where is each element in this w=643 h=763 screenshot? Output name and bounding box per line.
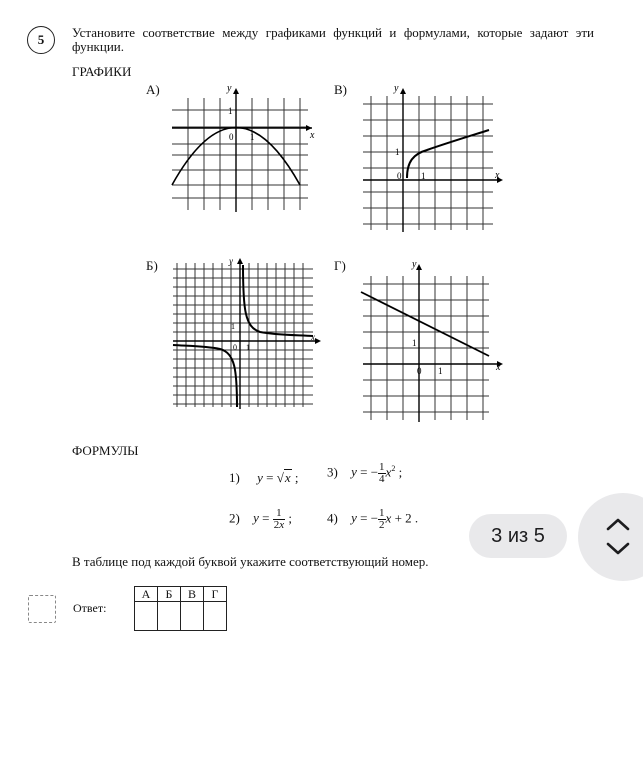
formula-3: 3) y = − $\frac{1}{4}$ $x^2$ ; (327, 461, 403, 485)
answer-cell-b[interactable] (158, 602, 181, 631)
y-axis-arrow-icon (237, 258, 243, 264)
one-x-label: 1 (250, 132, 255, 142)
answer-table (134, 586, 227, 631)
formula-1: 1) y = √x ; (229, 470, 299, 485)
y-axis-arrow-icon (400, 88, 406, 94)
y-axis-arrow-icon (233, 88, 239, 94)
graph-label-a: А) (146, 82, 160, 97)
one-y-label: 1 (228, 106, 233, 116)
one-x-label: 1 (438, 366, 443, 376)
formula-4: 4) y = − $\frac{1}{2}$ x + 2 . (327, 507, 419, 531)
one-y-label: 1 (395, 147, 400, 157)
page-indicator: 3 из 5 (469, 514, 567, 558)
x-label: x (311, 332, 315, 342)
graph-v (355, 82, 515, 237)
graph-g (355, 258, 515, 428)
answer-col-b: Б (158, 587, 181, 602)
formula-4-num: 4) (327, 510, 338, 526)
y-axis-arrow-icon (416, 264, 422, 270)
answer-cell-v[interactable] (181, 602, 204, 631)
graph-label-v: В) (334, 82, 347, 97)
chevron-down-icon[interactable] (608, 544, 628, 553)
formula-1-num: 1) (229, 470, 240, 485)
formula-2: 2) y = $\frac{1}{2x}$ ; (229, 507, 292, 531)
graph-label-b: Б) (146, 258, 158, 273)
y-label: y (227, 83, 232, 94)
x-label: x (496, 362, 501, 373)
formulas-heading: ФОРМУЛЫ (72, 443, 139, 458)
instruction-text: В таблице под каждой буквой укажите соответствующий номер. (72, 554, 429, 569)
curve-b-left (173, 345, 237, 407)
answer-cell-a[interactable] (135, 602, 158, 631)
answer-checkbox[interactable] (28, 595, 56, 623)
line-g (361, 292, 489, 356)
x-label: x (310, 130, 315, 141)
graph-b (165, 255, 325, 410)
graph-a (160, 80, 330, 220)
formula-2-num: 2) (229, 510, 240, 526)
chevron-up-icon[interactable] (608, 520, 628, 529)
formula-3-num: 3) (327, 464, 338, 480)
answer-label: Ответ: (73, 601, 107, 615)
x-axis-arrow-icon (315, 338, 321, 344)
y-label: y (394, 83, 399, 94)
origin-label: 0 (397, 171, 402, 181)
one-y-label: 1 (231, 322, 235, 331)
page-nav-button[interactable] (578, 493, 643, 581)
task-text: Установите соответствие между графиками функций и формулами, которые задают эти функции. (72, 25, 594, 54)
answer-col-g: Г (204, 587, 227, 602)
one-x-label: 1 (421, 171, 426, 181)
origin-label: 0 (229, 132, 234, 142)
x-label: x (495, 170, 500, 181)
answer-cell-g[interactable] (204, 602, 227, 631)
graphs-heading: ГРАФИКИ (72, 64, 132, 79)
graph-label-g: Г) (334, 258, 346, 273)
task-number: 5 (27, 26, 55, 54)
y-label: y (412, 259, 417, 270)
origin-label: 0 (417, 366, 422, 376)
answer-col-v: В (181, 587, 204, 602)
origin-label: 0 (233, 343, 237, 352)
one-y-label: 1 (412, 338, 417, 348)
answer-col-a: А (135, 587, 158, 602)
y-label: y (229, 256, 233, 266)
one-x-label: 1 (246, 343, 250, 352)
